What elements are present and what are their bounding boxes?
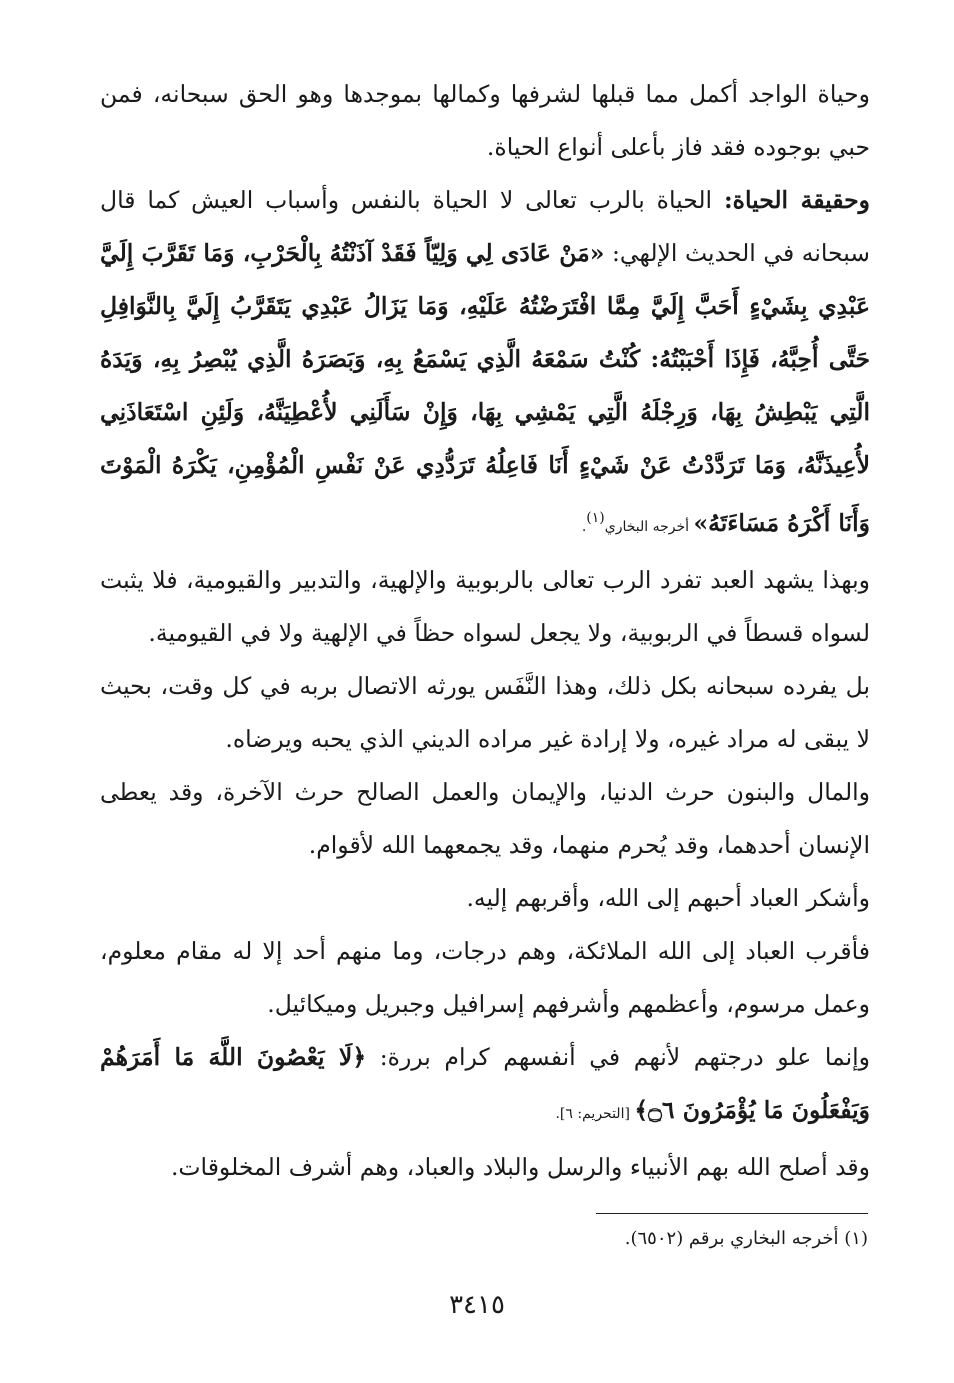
hadith-quote: «مَنْ عَادَى لِي وَلِيّاً فَقَدْ آذَنْتُهُ بِالْحَرْبِ، وَمَا تَقَرَّبَ إِلَيَّ عَبْدِي بِشَيْءٍ أَحَبَّ إِلَيَّ مِمَّا افْتَرَضْتُهُ عَلَيْهِ، وَمَا يَزَالُ عَبْدِي يَتَقَرَّبُ إِلَيَّ بِالنَّوَافِلِ حَتَّى أُحِبَّهُ، فَإِذَا أَحْبَبْتُهُ: كُنْتُ سَمْعَهُ الَّذِي يَسْمَعُ بِهِ، وَبَصَرَهُ الَّذِي يُبْصِرُ بِهِ، وَيَدَهُ الَّتِي يَبْطِشُ بِهَا، وَرِجْلَهُ الَّتِي يَمْشِي بِهَا، وَإِنْ سَأَلَنِي لأُعْطِيَنَّهُ، وَلَئِنِ اسْتَعَاذَنِي لأُعِيذَنَّهُ، وَمَا تَرَدَّدْتُ عَنْ شَيْءٍ أَنَا فَاعِلُهُ تَرَدُّدِي عَنْ نَفْسِ الْمُؤْمِنِ، يَكْرَهُ الْمَوْتَ وَأَنَا أَكْرَهُ مَسَاءَتَهُ»: [100, 239, 870, 537]
paragraph-4: بل يفرده سبحانه بكل ذلك، وهذا النَّفَس يورثه الاتصال بربه في كل وقت، بحيث لا يبقى له مراد غيره، ولا إرادة غير مراده الديني الذي يحبه ويرضاه.: [100, 671, 870, 753]
paragraph-6: وأشكر العباد أحبهم إلى الله، وأقربهم إليه.: [466, 883, 870, 912]
quran-reference: [التحريم: ٦].: [555, 1105, 635, 1122]
quran-verse: ﴿لَا يَعْصُونَ اللَّهَ مَا أَمَرَهُمْ وَيَفْعَلُونَ مَا يُؤْمَرُونَ ۝٦﴾: [100, 1042, 870, 1124]
paragraph-2-text: الحياة بالرب تعالى لا الحياة بالنفس وأسباب العيش كما قال سبحانه في الحديث الإلهي:: [100, 186, 870, 267]
footnote: (١) أخرجه البخاري برقم (٦٥٠٢).: [624, 1228, 868, 1249]
paragraph-9: وقد أصلح الله بهم الأنبياء والرسل والبلاد والعباد، وهم أشرف المخلوقات.: [170, 1152, 870, 1181]
main-text: [100, 68, 870, 1194]
paragraph-5: والمال والبنون حرث الدنيا، والإيمان والعمل الصالح حرث الآخرة، وقد يعطى الإنسان أحدهما، وقد يُحرم منهما، وقد يجمعهما الله لأقوام.: [100, 777, 870, 859]
paragraph-8-text: وإنما علو درجتهم لأنهم في أنفسهم كرام بررة:: [366, 1042, 871, 1071]
paragraph-8: [100, 1031, 870, 1141]
paragraph-2-label: وحقيقة الحياة:: [723, 186, 870, 214]
hadith-reference-end: .: [581, 518, 587, 535]
footnote-marker: (١): [586, 510, 605, 526]
footnote-divider: [596, 1213, 868, 1214]
paragraph-7: فأقرب العباد إلى الله الملائكة، وهم درجات، وما منهم أحد إلا له مقام معلوم، وعمل مرسوم، وأعظمهم وأشرفهم إسرافيل وجبريل وميكائيل.: [100, 936, 870, 1018]
paragraph-2: [100, 174, 870, 554]
paragraph-3: وبهذا يشهد العبد تفرد الرب تعالى بالربوبية والإلهية، والتدبير والقيومية، فلا يثبت لسواه قسطاً في الربوبية، ولا يجعل لسواه حظاً في الإلهية ولا في القيومية.: [100, 565, 870, 647]
hadith-reference: أخرجه البخاري: [604, 518, 694, 535]
paragraph-1: وحياة الواجد أكمل مما قبلها لشرفها وكمالها بموجدها وهو الحق سبحانه، فمن حبي بوجوده فقد فاز بأعلى أنواع الحياة.: [100, 80, 870, 161]
page-number: ٣٤١٥: [449, 1290, 505, 1320]
